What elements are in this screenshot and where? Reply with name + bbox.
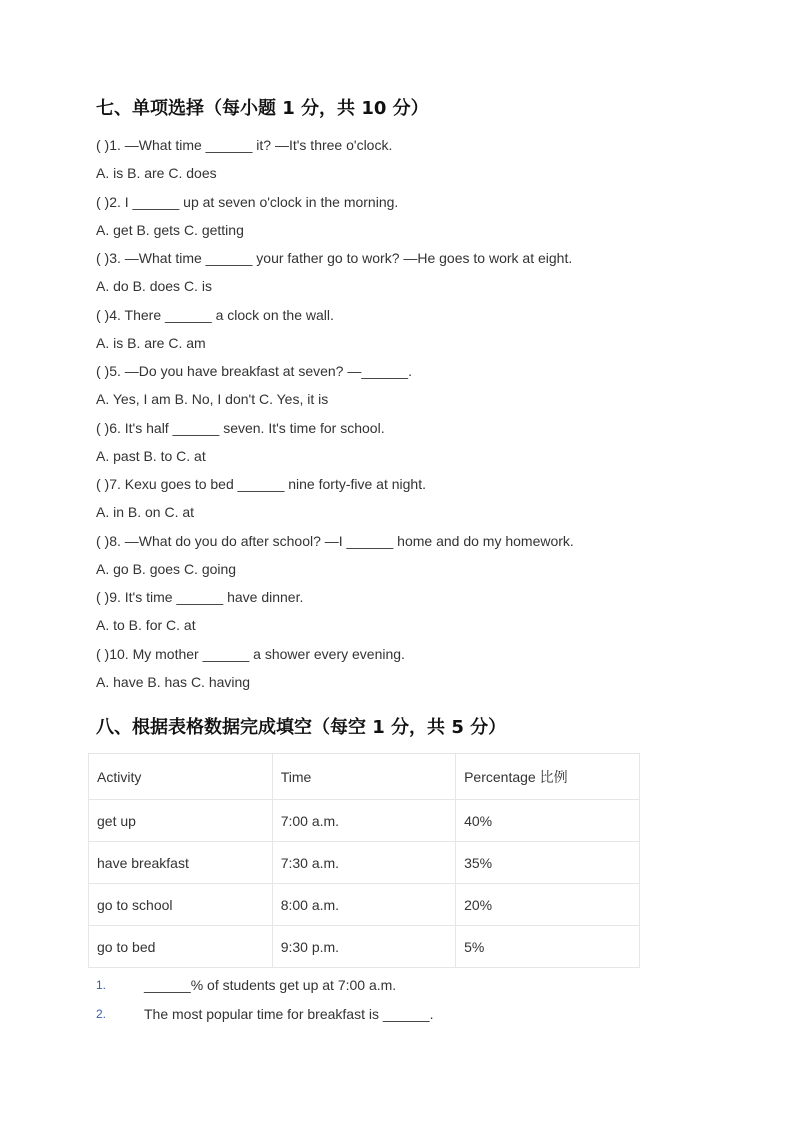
options-line: A. to B. for C. at bbox=[96, 617, 196, 633]
question-text: The most popular time for breakfast is ______. bbox=[144, 1006, 434, 1022]
options-line: A. in B. on C. at bbox=[96, 504, 195, 520]
table-cell: 9:30 p.m. bbox=[272, 926, 455, 968]
table-header-cell: Percentage 比例 bbox=[456, 754, 640, 800]
table-cell: 7:30 a.m. bbox=[272, 842, 455, 884]
question-line: ( )5. —Do you have breakfast at seven? —______. bbox=[96, 363, 412, 379]
activity-table bbox=[88, 753, 640, 968]
table-cell: 20% bbox=[456, 884, 640, 926]
table-row bbox=[89, 884, 640, 926]
question-text: ______% of students get up at 7:00 a.m. bbox=[144, 977, 397, 993]
options-line: A. do B. does C. is bbox=[96, 278, 212, 294]
table-header-cell: Time bbox=[272, 754, 455, 800]
section-7-title: 七、单项选择（每小题 1 分，共 10 分） bbox=[96, 98, 429, 119]
section-8-title: 八、根据表格数据完成填空（每空 1 分，共 5 分） bbox=[96, 717, 507, 738]
options-line: A. past B. to C. at bbox=[96, 448, 206, 464]
fill-in-question bbox=[0, 1006, 794, 1026]
question-line: ( )1. —What time ______ it? —It's three o'clock. bbox=[96, 137, 393, 153]
table-header-cell: Activity bbox=[89, 754, 273, 800]
table-row bbox=[89, 926, 640, 968]
table-cell: get up bbox=[89, 800, 273, 842]
question-number: 2. bbox=[96, 1007, 107, 1021]
question-line: ( )9. It's time ______ have dinner. bbox=[96, 589, 304, 605]
table-row bbox=[89, 842, 640, 884]
question-line: ( )4. There ______ a clock on the wall. bbox=[96, 307, 334, 323]
question-line: ( )3. —What time ______ your father go to work? —He goes to work at eight. bbox=[96, 250, 573, 266]
options-line: A. get B. gets C. getting bbox=[96, 222, 244, 238]
options-line: A. have B. has C. having bbox=[96, 674, 251, 690]
options-line: A. go B. goes C. going bbox=[96, 561, 237, 577]
table-row bbox=[89, 800, 640, 842]
question-line: ( )2. I ______ up at seven o'clock in the morning. bbox=[96, 194, 399, 210]
table-cell: 8:00 a.m. bbox=[272, 884, 455, 926]
question-line: ( )6. It's half ______ seven. It's time for school. bbox=[96, 420, 385, 436]
options-line: A. is B. are C. does bbox=[96, 165, 217, 181]
table-header-row bbox=[89, 754, 640, 800]
table-cell: 5% bbox=[456, 926, 640, 968]
table-cell: go to school bbox=[89, 884, 273, 926]
question-line: ( )10. My mother ______ a shower every evening. bbox=[96, 646, 405, 662]
table-cell: 7:00 a.m. bbox=[272, 800, 455, 842]
fill-in-question bbox=[0, 977, 794, 997]
question-line: ( )8. —What do you do after school? —I ______ home and do my homework. bbox=[96, 533, 574, 549]
table-cell: have breakfast bbox=[89, 842, 273, 884]
table-cell: 40% bbox=[456, 800, 640, 842]
table-cell: go to bed bbox=[89, 926, 273, 968]
options-line: A. Yes, I am B. No, I don't C. Yes, it is bbox=[96, 391, 329, 407]
question-line: ( )7. Kexu goes to bed ______ nine forty-five at night. bbox=[96, 476, 426, 492]
options-line: A. is B. are C. am bbox=[96, 335, 206, 351]
question-number: 1. bbox=[96, 978, 107, 992]
table-cell: 35% bbox=[456, 842, 640, 884]
